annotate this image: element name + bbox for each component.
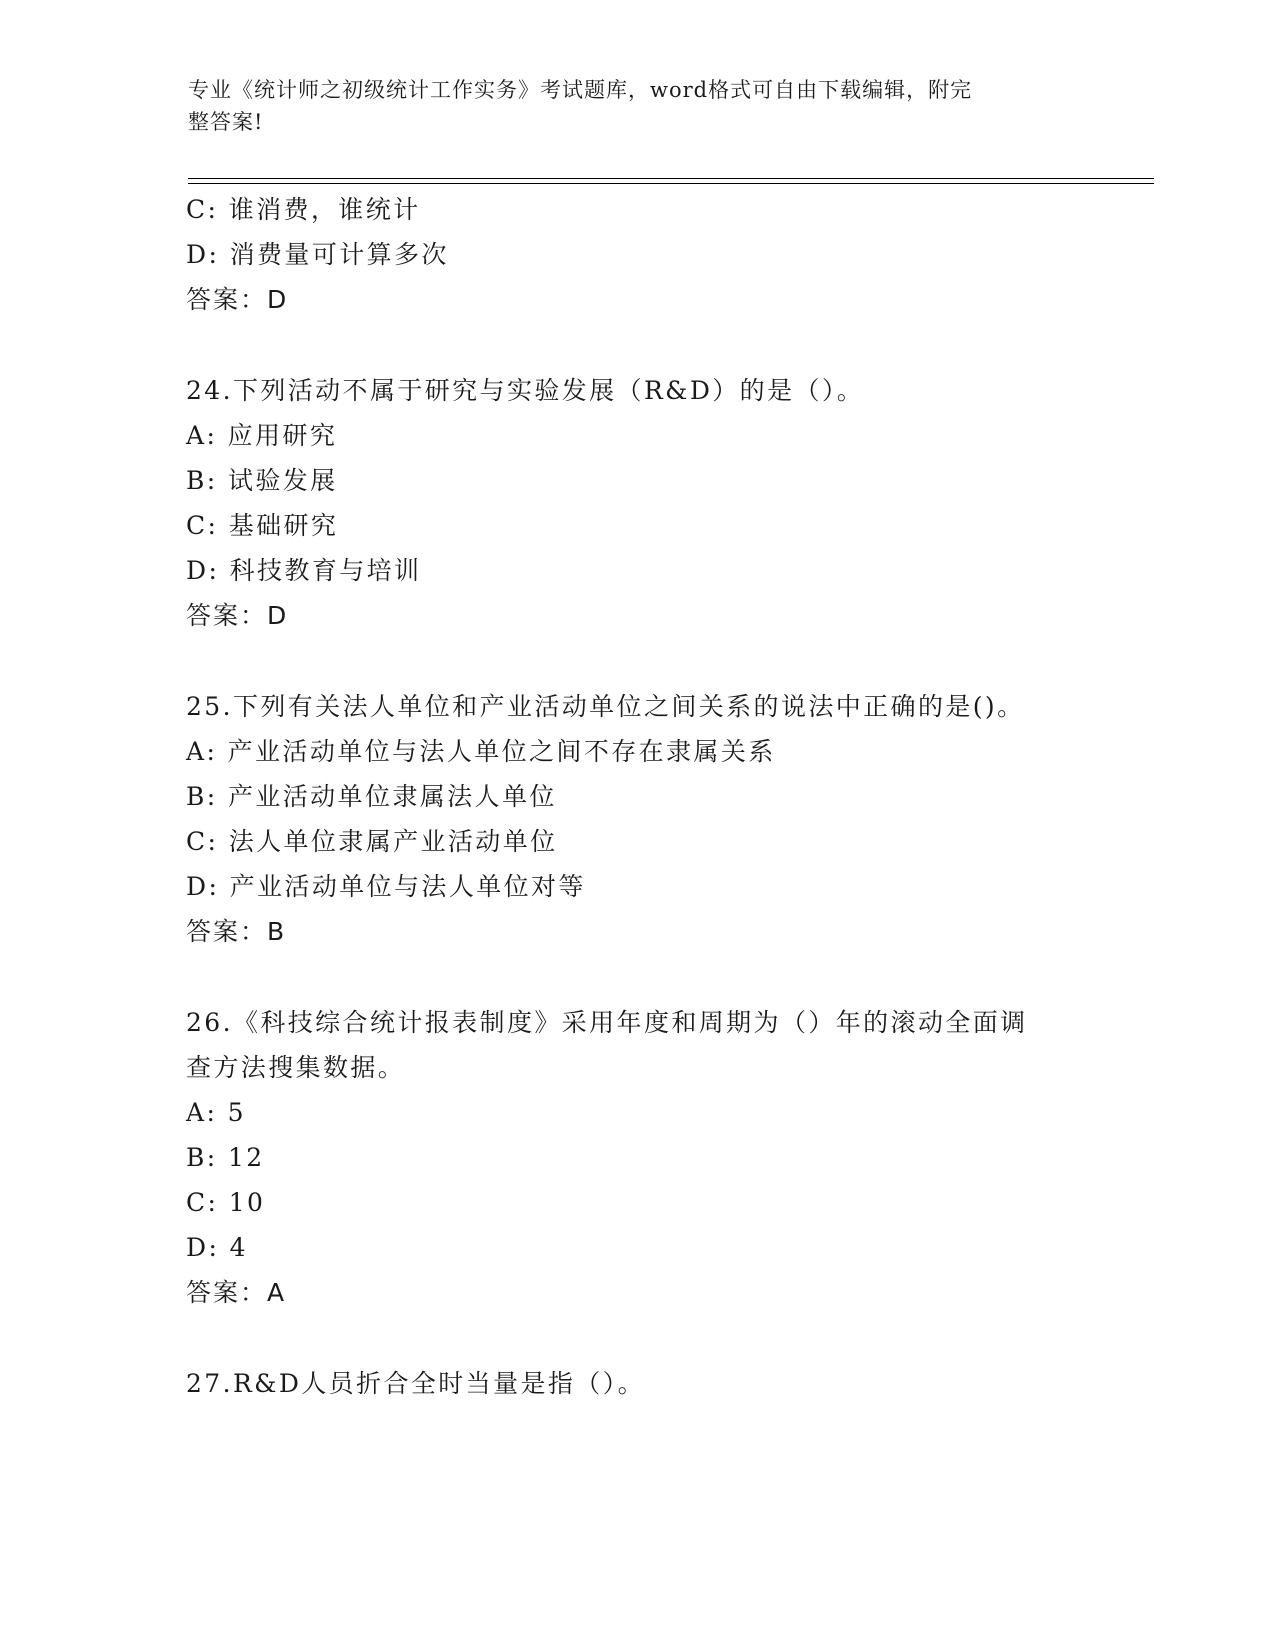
header-line-1: 专业《统计师之初级统计工作实务》考试题库，word格式可自由下载编辑，附完 <box>188 78 973 102</box>
question-24-answer: 答案：D <box>186 601 289 630</box>
question-25-option-d: D: 产业活动单位与法人单位对等 <box>186 872 586 901</box>
header-divider-bottom <box>188 183 1154 184</box>
question-26-answer: 答案：A <box>186 1278 287 1307</box>
prev-answer: 答案：D <box>186 285 289 314</box>
question-24-stem: 24.下列活动不属于研究与实验发展（R&D）的是（）。 <box>186 376 865 405</box>
prev-option-d: D: 消费量可计算多次 <box>186 240 449 269</box>
question-24-option-d: D: 科技教育与培训 <box>186 556 422 585</box>
question-26-stem-line-2: 查方法搜集数据。 <box>186 1053 406 1082</box>
question-24-option-b: B: 试验发展 <box>186 466 338 495</box>
question-26-option-c: C: 10 <box>186 1188 266 1217</box>
prev-option-c: C: 谁消费，谁统计 <box>186 195 421 224</box>
question-25-answer: 答案：B <box>186 917 287 946</box>
document-header <box>188 74 1068 138</box>
question-24-option-a: A: 应用研究 <box>186 421 338 450</box>
question-26-option-a: A: 5 <box>186 1098 246 1127</box>
question-25-stem: 25.下列有关法人单位和产业活动单位之间关系的说法中正确的是()。 <box>186 692 1025 721</box>
header-divider-top <box>188 178 1154 179</box>
question-24-option-c: C: 基础研究 <box>186 511 339 540</box>
question-26-option-d: D: 4 <box>186 1233 248 1262</box>
question-25-option-c: C: 法人单位隶属产业活动单位 <box>186 827 558 856</box>
question-26-stem-line-1: 26.《科技综合统计报表制度》采用年度和周期为（）年的滚动全面调 <box>186 1008 1028 1037</box>
question-27-stem: 27.R&D人员折合全时当量是指（）。 <box>186 1369 645 1398</box>
question-25-option-a: A: 产业活动单位与法人单位之间不存在隶属关系 <box>186 737 776 766</box>
question-26-option-b: B: 12 <box>186 1143 265 1172</box>
header-line-2: 整答案! <box>188 110 264 134</box>
question-25-option-b: B: 产业活动单位隶属法人单位 <box>186 782 557 811</box>
